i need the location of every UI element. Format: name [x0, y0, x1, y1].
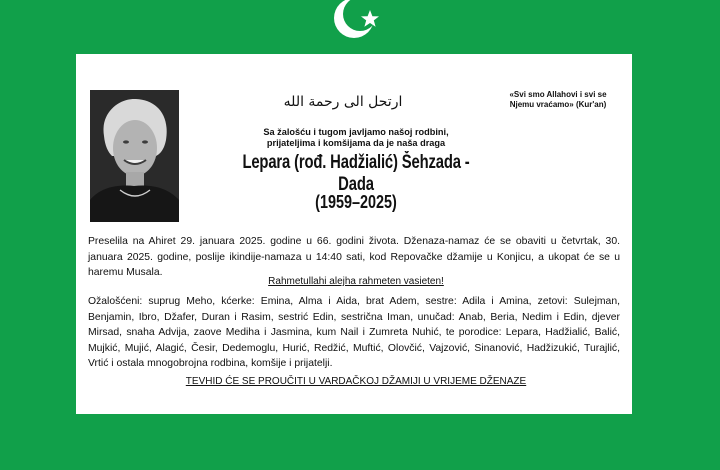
crescent-star-icon: [318, 0, 402, 50]
announcement-line-1: Sa žalošću i tugom javljamo našoj rodbini,: [263, 127, 449, 137]
death-notice-paragraph: Preselila na Ahiret 29. januara 2025. godine u 66. godini života. Dženaza-namaz će se obaviti u četvrtak, 30. januara 2025. godine, poslije ikindije-namaza u 14:40 sati, kod Repovačke džamije u Konjicu, a ukopat će se u haremu Musala.: [88, 236, 620, 278]
mourners-paragraph: Ožalošćeni: suprug Meho, kćerke: Emina, Alma i Aida, brat Adem, sestre: Adila i Amina, zetovi: Sulejman, Benjamin, Ibro, Džafer, Duran i Rasim, sestrić Edin, sestrična Iman, unučad: Anab, Beria, Nedim i Edin, djever Mirsad, snaha Advija, zaove Mediha i Jasmina, kum Nail i Zumreta Nuhić, te porodice: Lepara, Hadžialić, Balić, Mujkić, Mujić, Alagić, Česir, Dedemoglu, Hurić, Redžić, Muftić, Olovčić, Vajzović, Sinanović, Hadžizukić, Turajlić, Vrtić i ostala mnogobrojna rodbina, komšije i prijatelji.: [88, 296, 620, 369]
tevhid-notice: TEVHID ĆE SE PROUČITI U VARDAČKOJ DŽAMIJI U VRIJEME DŽENAZE: [185, 376, 527, 387]
announcement-line-2: prijateljima i komšijama da je naša draga: [266, 138, 446, 148]
obituary-card: [76, 54, 632, 414]
arabic-calligraphy-text: ارتحل الى رحمة الله: [283, 94, 403, 110]
quote-line-2: Njemu vraćamo» (Kur'an): [509, 100, 607, 109]
prayer-line: Rahmetullahi alejha rahmeten vasieten!: [268, 276, 444, 287]
arabic-calligraphy: [283, 88, 403, 112]
deceased-name: Lepara (rođ. Hadžialić) Šehzada - Dada: [242, 152, 470, 195]
announcement: [226, 127, 486, 149]
deceased-photo: [90, 90, 179, 222]
quran-quote: [492, 90, 624, 110]
quote-line-1: «Svi smo Allahovi i svi se: [509, 90, 607, 99]
deceased-years: (1959–2025): [315, 192, 397, 212]
